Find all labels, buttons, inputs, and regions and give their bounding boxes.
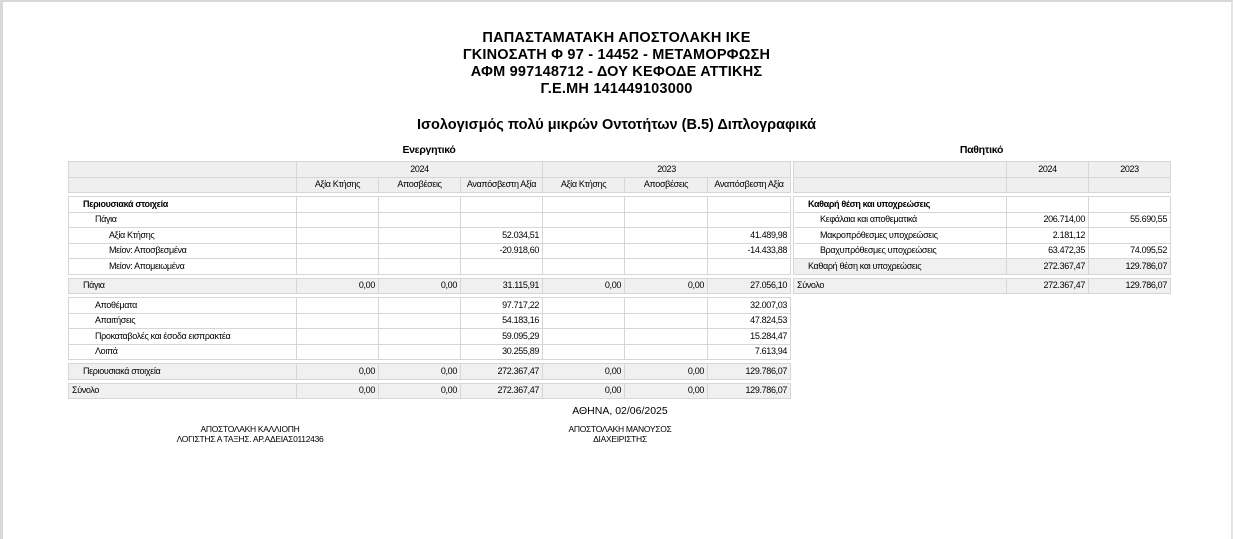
cell: 54.183,16	[461, 313, 543, 329]
table-row	[69, 313, 791, 329]
cell: 129.786,07	[1089, 278, 1171, 294]
row-label: Μείον: Αποσβεσμένα	[69, 243, 297, 259]
accountant-role: ΛΟΓΙΣΤΗΣ Α ΤΑΞΗΣ. ΑΡ.ΑΔΕΙΑΣ0112436	[176, 434, 324, 444]
cell: 0,00	[543, 364, 625, 380]
accountant-signature	[140, 424, 360, 444]
cell	[543, 259, 625, 275]
table-row	[69, 197, 791, 213]
subtotal-row	[69, 278, 791, 294]
cell: 0,00	[625, 278, 708, 294]
company-address: ΓΚΙΝΟΣΑΤΗ Φ 97 - 14452 - ΜΕΤΑΜΟΡΦΩΣΗ	[462, 47, 771, 63]
row-label: Μακροπρόθεσμες υποχρεώσεις	[794, 228, 1007, 244]
col-cost-2024: Αξία Κτήσης	[297, 177, 379, 193]
cell: 59.095,29	[461, 329, 543, 345]
cell	[625, 228, 708, 244]
table-row	[69, 228, 791, 244]
fixed-assets-label: Πάγια	[69, 212, 297, 228]
section-label: Περιουσιακά στοιχεία	[69, 197, 297, 213]
cell	[297, 259, 379, 275]
subtotal-row	[69, 364, 791, 380]
manager-signature	[520, 424, 720, 444]
cell	[297, 243, 379, 259]
cell	[625, 259, 708, 275]
cell: 74.095,52	[1089, 243, 1171, 259]
cell: 31.115,91	[461, 278, 543, 294]
cell: 47.824,53	[708, 313, 791, 329]
cell	[461, 259, 543, 275]
liabilities-year-header	[794, 162, 1171, 178]
table-row	[794, 197, 1171, 213]
cell: 97.717,22	[461, 298, 543, 314]
cell: 0,00	[297, 364, 379, 380]
cell: 27.056,10	[708, 278, 791, 294]
cell: 32.007,03	[708, 298, 791, 314]
cell: 272.367,47	[461, 383, 543, 399]
cell: 0,00	[625, 383, 708, 399]
row-label: Καθαρή θέση και υποχρεώσεις	[794, 259, 1007, 275]
cell: 52.034,51	[461, 228, 543, 244]
cell: 0,00	[379, 278, 461, 294]
table-row	[794, 212, 1171, 228]
assets-year-header	[69, 162, 791, 178]
cell: 272.367,47	[461, 364, 543, 380]
cell: 129.786,07	[708, 364, 791, 380]
row-label: Μείον: Απομειωμένα	[69, 259, 297, 275]
cell: 0,00	[625, 364, 708, 380]
cell	[1089, 228, 1171, 244]
cell	[543, 228, 625, 244]
table-row	[69, 259, 791, 275]
cell: 272.367,47	[1007, 259, 1089, 275]
cell	[625, 243, 708, 259]
year-2023-header: 2023	[543, 162, 791, 178]
assets-table	[68, 161, 791, 399]
col-cost-2023: Αξία Κτήσης	[543, 177, 625, 193]
cell: 0,00	[379, 364, 461, 380]
table-row	[794, 228, 1171, 244]
cell: 0,00	[543, 383, 625, 399]
col-depr-2024: Αποσβέσεις	[379, 177, 461, 193]
cell: 0,00	[297, 383, 379, 399]
manager-role: ΔΙΑΧΕΙΡΙΣΤΗΣ	[593, 434, 647, 444]
row-label: Προκαταβολές και έσοδα εισπρακτέα	[69, 329, 297, 345]
cell: 129.786,07	[1089, 259, 1171, 275]
corner-cell	[69, 177, 297, 193]
cell: 2.181,12	[1007, 228, 1089, 244]
row-label: Αποθέματα	[69, 298, 297, 314]
cell: 55.690,55	[1089, 212, 1171, 228]
table-row	[69, 243, 791, 259]
assets-column-header	[69, 177, 791, 193]
col-net-2024: Αναπόσβεστη Αξία	[461, 177, 543, 193]
section-label: Καθαρή θέση και υποχρεώσεις	[794, 197, 1007, 213]
col-net-2023: Αναπόσβεστη Αξία	[708, 177, 791, 193]
row-label: Σύνολο	[69, 383, 297, 399]
table-row	[69, 212, 791, 228]
cell: 15.284,47	[708, 329, 791, 345]
corner-cell	[794, 177, 1007, 193]
accountant-name: ΑΠΟΣΤΟΛΑΚΗ ΚΑΛΛΙΟΠΗ	[200, 424, 300, 434]
cell: 0,00	[379, 383, 461, 399]
company-tax-info: ΑΦΜ 997148712 - ΔΟΥ ΚΕΦΟΔΕ ΑΤΤΙΚΗΣ	[470, 64, 763, 80]
cell: 7.613,94	[708, 344, 791, 360]
row-label: Λοιπά	[69, 344, 297, 360]
cell: -20.918,60	[461, 243, 543, 259]
cell	[708, 259, 791, 275]
grand-total-row	[69, 383, 791, 399]
cell	[379, 259, 461, 275]
report-title: Ισολογισμός πολύ μικρών Οντοτήτων (Β.5) Διπλογραφικά	[417, 117, 816, 133]
cell	[379, 243, 461, 259]
grand-total-row	[794, 278, 1171, 294]
row-label: Βραχυπρόθεσμες υποχρεώσεις	[794, 243, 1007, 259]
corner-cell	[69, 162, 297, 178]
manager-name: ΑΠΟΣΤΟΛΑΚΗ ΜΑΝΟΥΣΟΣ	[568, 424, 672, 434]
cell: 0,00	[543, 278, 625, 294]
row-label: Σύνολο	[794, 278, 1007, 294]
cell: -14.433,88	[708, 243, 791, 259]
cell: 0,00	[297, 278, 379, 294]
row-label: Κεφάλαια και αποθεματικά	[794, 212, 1007, 228]
subtotal-row	[794, 259, 1171, 275]
liabilities-blank-header	[794, 177, 1171, 193]
cell: 30.255,89	[461, 344, 543, 360]
date-line: ΑΘΗΝΑ, 02/06/2025	[572, 405, 668, 417]
liabilities-title: Παθητικό	[959, 144, 1004, 156]
cell	[543, 243, 625, 259]
company-name: ΠΑΠΑΣΤΑΜΑΤΑΚΗ ΑΠΟΣΤΟΛΑΚΗ ΙΚΕ	[482, 30, 751, 46]
corner-cell	[794, 162, 1007, 178]
table-row	[69, 329, 791, 345]
cell	[379, 228, 461, 244]
cell: 272.367,47	[1007, 278, 1089, 294]
cell: 129.786,07	[708, 383, 791, 399]
year-2023-header: 2023	[1089, 162, 1171, 178]
col-depr-2023: Αποσβέσεις	[625, 177, 708, 193]
row-label: Περιουσιακά στοιχεία	[69, 364, 297, 380]
cell	[297, 228, 379, 244]
year-2024-header: 2024	[297, 162, 543, 178]
cell: 41.489,98	[708, 228, 791, 244]
assets-title: Ενεργητικό	[402, 144, 456, 156]
row-label: Απαιτήσεις	[69, 313, 297, 329]
table-row	[69, 344, 791, 360]
table-row	[69, 298, 791, 314]
liabilities-table	[793, 161, 1171, 294]
company-gemi: Γ.Ε.ΜΗ 141449103000	[540, 81, 693, 97]
table-row	[794, 243, 1171, 259]
year-2024-header: 2024	[1007, 162, 1089, 178]
cell: 206.714,00	[1007, 212, 1089, 228]
row-label: Αξία Κτήσης	[69, 228, 297, 244]
cell: 63.472,35	[1007, 243, 1089, 259]
row-label: Πάγια	[69, 278, 297, 294]
